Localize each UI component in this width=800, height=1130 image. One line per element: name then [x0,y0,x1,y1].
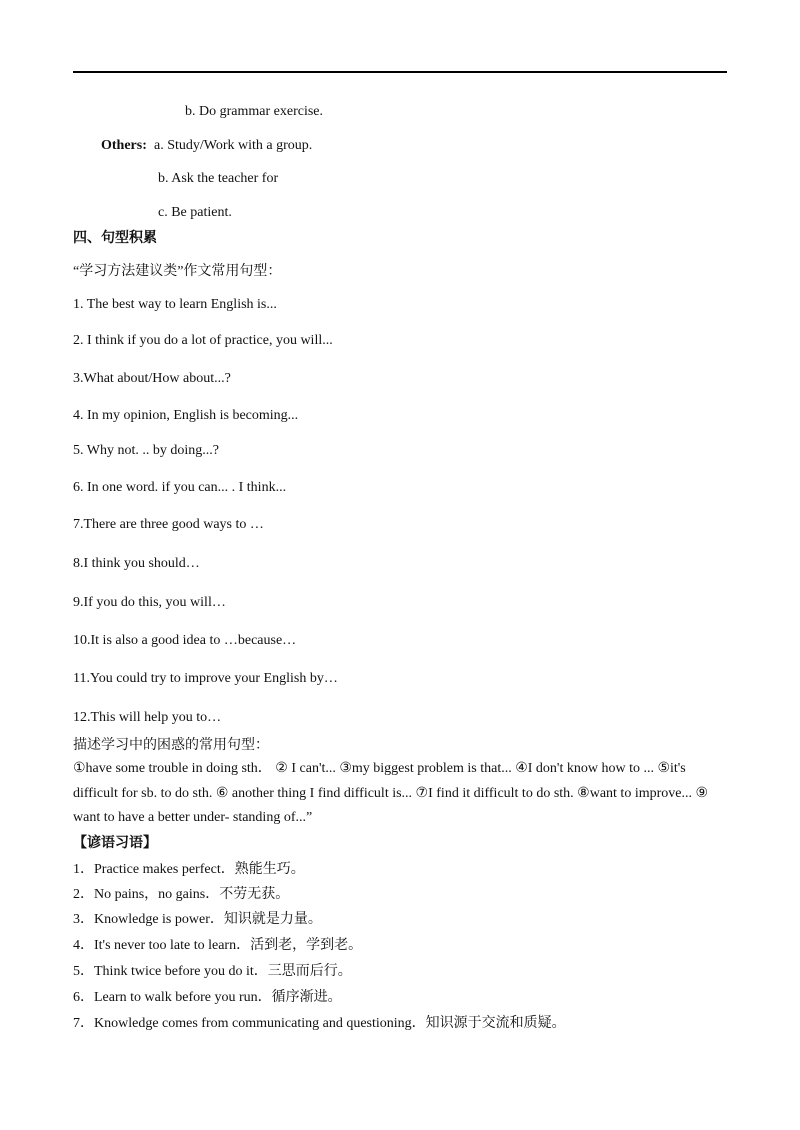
confusion-sentence-patterns: ①have some trouble in doing sth． ② I can't... ③my biggest problem is that... ④I don't know how to ... ⑤it's difficult for sb. to do sth. ⑥ another thing I find difficult is... ⑦I find it difficult to do sth. ⑧want to improve... ⑨ want to have a better under- standing of...” [73,761,709,825]
sentence-pattern: 4. In my opinion, English is becoming... [73,408,299,423]
proverb-item: 7．Knowledge comes from communicating and questioning．知识源于交流和质疑。 [73,1016,566,1031]
header-rule [73,71,727,73]
proverbs-heading: 【谚语习语】 [73,836,157,851]
proverb-item: 2．No pains，no gains．不劳无获。 [73,887,290,902]
sentence-pattern: 6. In one word. if you can... . I think... [73,480,287,495]
others-item-c: c. Be patient. [158,205,232,220]
sentence-pattern: 3.What about/How about...? [73,371,231,386]
sentence-pattern: 11.You could try to improve your English by… [73,671,338,686]
section4-subheading-confusion: 描述学习中的困惑的常用句型： [73,738,269,753]
sentence-pattern: 10.It is also a good idea to …because… [73,633,297,648]
others-item-a: a. Study/Work with a group. [154,138,313,153]
proverb-item: 6．Learn to walk before you run．循序渐进。 [73,990,342,1005]
section4-subheading-methods: “学习方法建议类”作文常用句型： [73,264,282,279]
sentence-pattern: 9.If you do this, you will… [73,595,226,610]
sentence-pattern: 5. Why not. .. by doing...? [73,443,219,458]
method-item-b: b. Do grammar exercise. [185,104,323,119]
sentence-pattern: 2. I think if you do a lot of practice, you will... [73,333,333,348]
sentence-pattern: 1. The best way to learn English is... [73,297,277,312]
proverb-item: 5．Think twice before you do it．三思而后行。 [73,964,352,979]
others-item-b: b. Ask the teacher for [158,171,279,186]
proverb-item: 3．Knowledge is power．知识就是力量。 [73,912,322,927]
section4-heading: 四、句型积累 [73,231,157,246]
proverb-item: 1．Practice makes perfect．熟能生巧。 [73,862,305,877]
proverb-item: 4．It's never too late to learn．活到老，学到老。 [73,938,363,953]
sentence-pattern: 7.There are three good ways to … [73,517,264,532]
sentence-pattern: 8.I think you should… [73,556,200,571]
others-label: Others: [101,138,147,153]
sentence-pattern: 12.This will help you to… [73,710,222,725]
